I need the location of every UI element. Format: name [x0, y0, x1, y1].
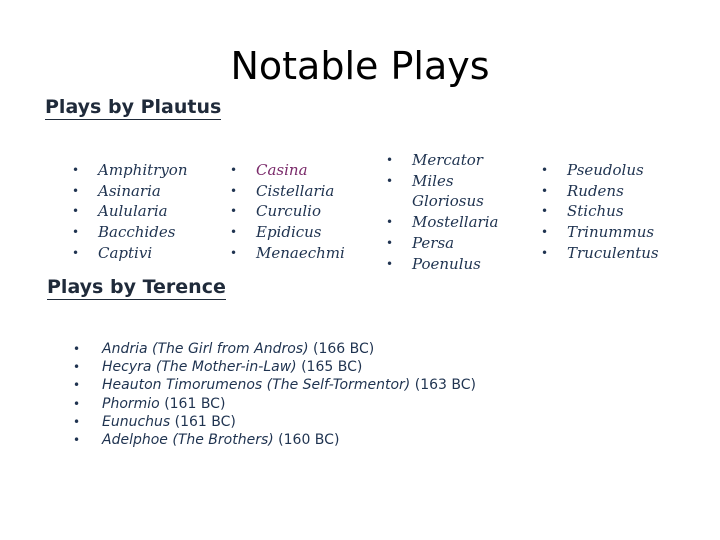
bullet-icon: •: [230, 163, 238, 177]
play-title: Mercator: [412, 151, 483, 169]
plautus-play-item: [541, 222, 659, 243]
terence-play-item: [73, 340, 476, 358]
bullet-icon: •: [73, 414, 81, 429]
plautus-play-item: [541, 181, 659, 202]
terence-play-item: [73, 431, 476, 449]
plautus-column-3: [386, 150, 498, 274]
play-title: Trinummus: [567, 223, 655, 242]
plautus-play-item: [72, 201, 187, 222]
play-title: Mostellaria: [412, 213, 499, 232]
bullet-icon: •: [73, 378, 81, 393]
play-title: Gloriosus: [412, 192, 484, 211]
play-title: Aulularia: [98, 202, 168, 221]
plautus-play-item: [230, 160, 345, 181]
terence-play-item: [73, 395, 476, 413]
plautus-play-item: [230, 243, 345, 264]
play-year: (161 BC): [174, 413, 236, 430]
plautus-play-item: [72, 222, 187, 243]
bullet-icon: •: [386, 173, 394, 188]
play-title: Bacchides: [98, 223, 176, 242]
bullet-icon: •: [230, 183, 238, 198]
terence-play-item: [73, 358, 476, 376]
plautus-play-item: [386, 150, 498, 171]
play-title: Stichus: [567, 202, 624, 221]
play-year: (163 BC): [414, 377, 476, 394]
play-year: (166 BC): [313, 341, 375, 357]
play-title: Amphitryon: [98, 161, 188, 179]
bullet-icon: •: [386, 256, 394, 271]
play-title: Menaechmi: [256, 243, 345, 262]
slide-title: Notable Plays: [230, 44, 490, 88]
terence-play-item: [73, 376, 476, 394]
plautus-column-2: [230, 160, 345, 264]
play-title: Rudens: [567, 181, 624, 200]
plautus-heading: Plays by Plautus: [45, 96, 222, 118]
bullet-icon: •: [72, 163, 80, 177]
play-title: Casina: [256, 161, 308, 179]
play-title: Pseudolus: [567, 161, 644, 179]
play-title: Andria (The Girl from Andros): [102, 341, 309, 357]
play-title: Poenulus: [412, 254, 481, 273]
play-title: Persa: [412, 233, 455, 252]
play-title: Cistellaria: [256, 181, 335, 200]
bullet-icon: •: [72, 183, 80, 198]
bullet-icon: •: [541, 245, 549, 260]
plautus-play-item: [230, 181, 345, 202]
play-title: Hecyra (The Mother-in-Law): [102, 359, 297, 376]
plautus-play-item: [541, 243, 659, 264]
plautus-play-item: [72, 160, 187, 181]
play-title: Phormio: [102, 395, 160, 412]
plautus-play-item: [386, 254, 498, 275]
bullet-icon: •: [72, 204, 80, 219]
bullet-icon: •: [230, 225, 238, 240]
play-title: Miles: [412, 171, 454, 190]
play-title: Heauton Timorumenos (The Self-Tormentor): [102, 377, 411, 394]
plautus-column-1: [72, 160, 187, 264]
play-title: Epidicus: [256, 223, 322, 242]
play-title: Eunuchus: [102, 413, 171, 430]
terence-heading: Plays by Terence: [47, 276, 226, 298]
plautus-play-item: [386, 233, 498, 254]
play-year: (160 BC): [278, 432, 340, 449]
bullet-icon: •: [72, 245, 80, 260]
plautus-play-item: [541, 160, 659, 181]
play-title: Adelphoe (The Brothers): [102, 432, 274, 449]
plautus-play-item: [230, 201, 345, 222]
bullet-icon: •: [73, 360, 81, 375]
bullet-icon: •: [386, 235, 394, 250]
bullet-icon: •: [386, 215, 394, 230]
plautus-play-item: [386, 212, 498, 233]
bullet-icon: •: [72, 225, 80, 240]
bullet-icon: •: [73, 433, 81, 448]
bullet-icon: •: [541, 183, 549, 198]
plautus-column-4: [541, 160, 659, 264]
play-year: (161 BC): [164, 395, 226, 412]
bullet-icon: •: [541, 204, 549, 219]
terence-list: [73, 340, 476, 449]
play-title: Asinaria: [98, 181, 161, 200]
bullet-icon: •: [230, 204, 238, 219]
plautus-play-item: [386, 171, 498, 192]
play-title: Captivi: [98, 243, 153, 262]
terence-play-item: [73, 413, 476, 431]
plautus-play-item: [72, 243, 187, 264]
bullet-icon: •: [230, 245, 238, 260]
plautus-play-item: [386, 191, 498, 212]
play-title: Curculio: [256, 202, 321, 221]
bullet-icon: •: [541, 225, 549, 240]
bullet-icon: •: [541, 163, 549, 177]
bullet-icon: •: [73, 396, 81, 411]
bullet-icon: •: [386, 153, 394, 167]
plautus-play-item: [541, 201, 659, 222]
play-year: (165 BC): [301, 359, 363, 376]
bullet-icon: •: [73, 342, 81, 356]
plautus-play-item: [72, 181, 187, 202]
plautus-play-item: [230, 222, 345, 243]
play-title: Truculentus: [567, 243, 659, 262]
